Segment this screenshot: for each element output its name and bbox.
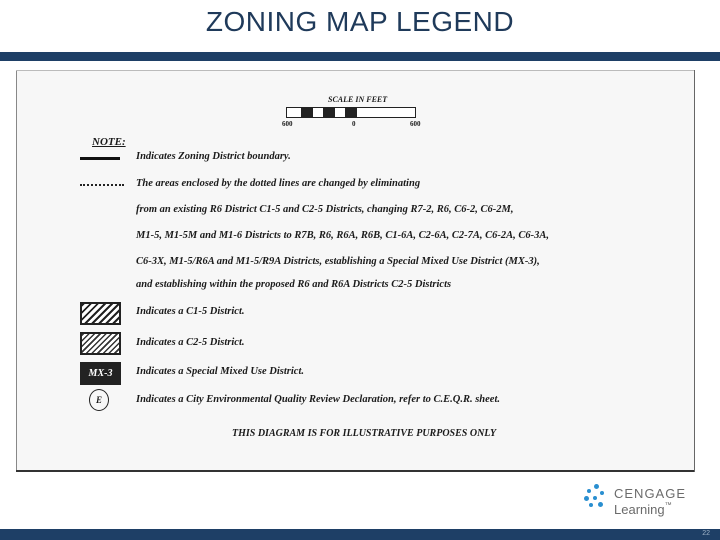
boundary-line-symbol [80,157,120,160]
scale-bar-group [282,95,421,131]
ceqr-text: Indicates a City Environmental Quality Review Declaration, refer to C.E.Q.R. sheet. [136,394,500,405]
dotted-text-line-4: C6-3X, M1-5/R6A and M1-5/R9A Districts, establishing a Special Mixed Use District (MX-3), [136,256,540,267]
logo-sub-text: Learning™ [614,502,672,517]
footer-band [0,529,720,540]
dotted-text-line-1: The areas enclosed by the dotted lines are changed by eliminating [136,178,421,189]
c1-5-text: Indicates a C1-5 District. [136,306,245,317]
ceqr-symbol: E [89,389,109,411]
slide-title: ZONING MAP LEGEND [205,6,515,37]
dotted-text-line-5: and establishing within the proposed R6 and R6A Districts C2-5 Districts [136,279,452,290]
dotted-text-line-2: from an existing R6 District C1-5 and C2-5 Districts, changing R7-2, R6, C6-2, C6-2M, [136,204,514,215]
c2-5-swatch [80,332,121,355]
scan-top-edge [16,70,694,71]
scan-bottom-edge [16,470,694,472]
boundary-text: Indicates Zoning District boundary. [136,151,291,162]
scale-tick-right: 600 [410,120,421,128]
disclaimer-text: THIS DIAGRAM IS FOR ILLUSTRATIVE PURPOSES ONLY [232,428,497,439]
dotted-line-symbol [80,184,124,186]
page-number: 22 [702,530,710,537]
mx-text: Indicates a Special Mixed Use District. [136,366,304,377]
scale-bar [286,107,416,118]
dotted-text-line-3: M1-5, M1-5M and M1-6 Districts to R7B, R6, R6A, R6B, C1-6A, C2-6A, C2-7A, C6-2A, C6-3A, [136,230,550,241]
c2-5-text: Indicates a C2-5 District. [136,337,245,348]
c1-5-swatch [80,302,121,325]
scale-tick-left: 600 [282,120,293,128]
scale-label: SCALE IN FEET [328,95,388,104]
note-heading: NOTE: [92,136,126,148]
logo-brand-text: CENGAGE [614,486,687,501]
cengage-logo-icon [584,484,608,508]
scale-tick-mid: 0 [352,120,356,128]
mx-swatch: MX-3 [80,362,121,385]
title-divider-bar [0,52,720,61]
cengage-logo [584,480,694,520]
